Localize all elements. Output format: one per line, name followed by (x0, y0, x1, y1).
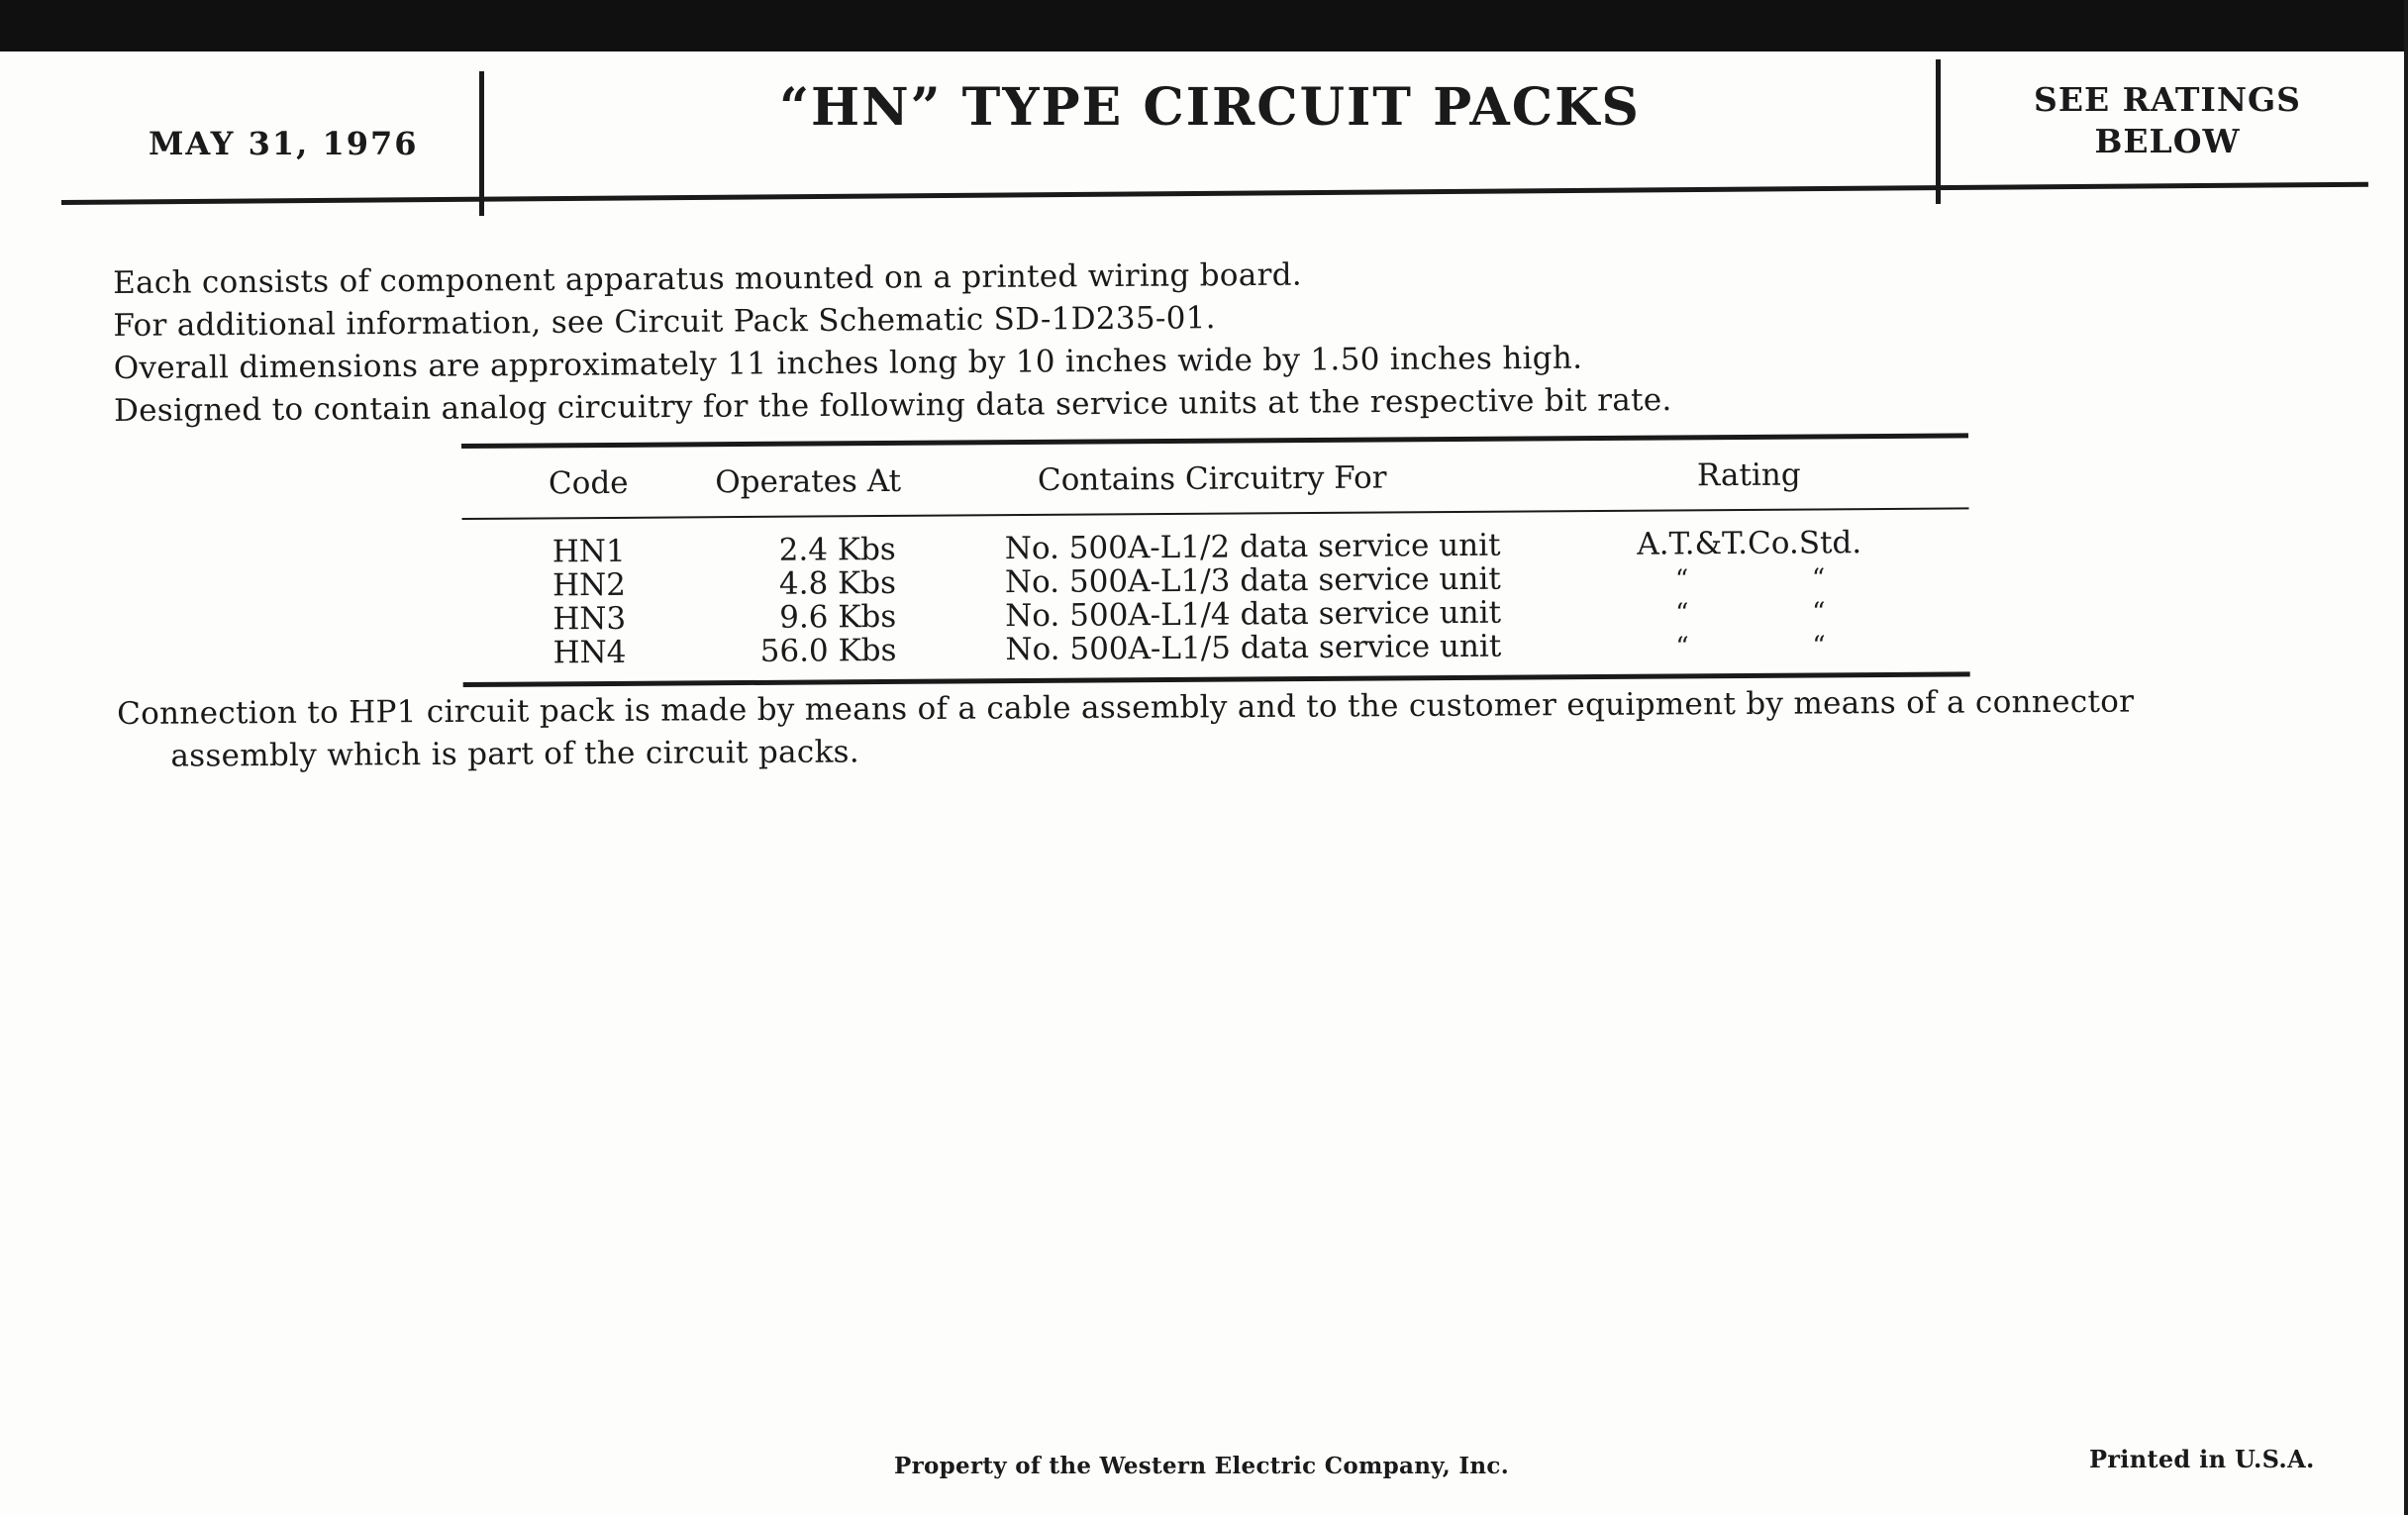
col-header-operates-at: Operates At (715, 462, 902, 501)
circuit-pack-table (461, 433, 1970, 687)
cell-rating (1530, 626, 1969, 662)
col-header-code: Code (548, 464, 629, 502)
intro-line: Each consists of component apparatus mounted on a printed wiring board. (113, 256, 1303, 301)
ratings-note-line1: SEE RATINGS (2033, 80, 2302, 119)
cell-operates-at: 9.6 Kbs (779, 598, 897, 636)
connection-paragraph (117, 679, 2325, 778)
intro-line: For additional information, see Circuit Pack Schematic SD-1D235-01. (113, 300, 1217, 344)
cell-code: HN2 (552, 566, 627, 604)
cell-contains: No. 500A-L1/2 data service unit (1004, 527, 1501, 567)
property-notice: Property of the Western Electric Company, Inc. (894, 1453, 1510, 1479)
cell-rating (1530, 592, 1969, 629)
cell-code: HN3 (552, 600, 627, 638)
cell-rating-ditto (1675, 595, 1824, 630)
intro-line: Overall dimensions are approximately 11 inches long by 10 inches wide by 1.50 inches high. (113, 340, 1583, 386)
connection-line1: Connection to HP1 circuit pack is made by means of a cable assembly and to the customer equipment by means of a connector (117, 683, 2135, 732)
col-header-rating: Rating (1696, 456, 1801, 494)
cell-code: HN4 (552, 634, 627, 671)
table-body (462, 509, 1970, 670)
ditto-mark: “ (1812, 631, 1826, 661)
page-title: “HN” TYPE CIRCUIT PACKS (779, 77, 1641, 138)
ditto-mark: “ (1812, 597, 1826, 628)
ratings-note-line2: BELOW (2094, 122, 2241, 160)
ditto-mark: “ (1675, 598, 1689, 629)
cell-contains: No. 500A-L1/3 data service unit (1004, 560, 1501, 601)
ratings-note (1943, 79, 2392, 162)
cell-operates-at: 2.4 Kbs (778, 531, 896, 568)
ditto-mark: “ (1811, 563, 1826, 594)
cell-rating-ditto (1675, 561, 1824, 596)
cell-operates-at: 4.8 Kbs (778, 564, 897, 602)
header-divider-right (1936, 59, 1941, 204)
cell-rating (1530, 558, 1969, 595)
cell-operates-at: 56.0 Kbs (759, 632, 897, 669)
printed-notice: Printed in U.S.A. (2089, 1445, 2315, 1473)
issue-date: MAY 31, 1976 (149, 125, 419, 162)
cell-rating: A.T.&T.Co.Std. (1637, 525, 1862, 562)
ditto-mark: “ (1674, 564, 1689, 595)
cell-rating-ditto (1675, 629, 1824, 663)
ditto-mark: “ (1675, 632, 1689, 662)
table-header-row (461, 438, 1968, 512)
intro-line: Designed to contain analog circuitry for the following data service units at the respective bit rate. (113, 382, 1672, 429)
intro-text (113, 250, 1896, 433)
connection-line2: assembly which is part of the circuit packs. (170, 734, 860, 774)
cell-code: HN1 (552, 533, 626, 570)
cell-contains: No. 500A-L1/4 data service unit (1005, 594, 1502, 635)
scan-border-top (0, 0, 2408, 51)
cell-contains: No. 500A-L1/5 data service unit (1005, 628, 1502, 668)
col-header-contains: Contains Circuitry For (1037, 459, 1387, 498)
scan-border-right (2404, 0, 2408, 1515)
